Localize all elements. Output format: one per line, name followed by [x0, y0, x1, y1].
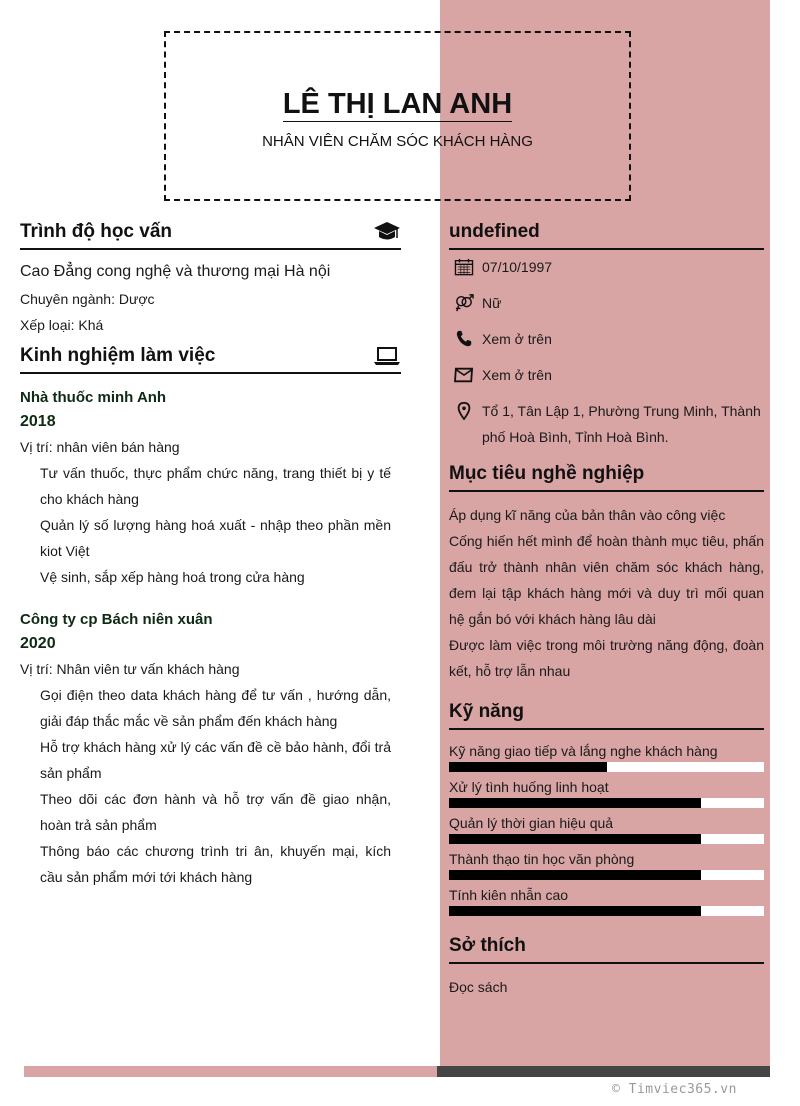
skill-bar-fill	[449, 870, 701, 880]
right-column	[449, 218, 764, 1000]
skill-item	[449, 740, 764, 772]
phone-row	[449, 326, 764, 362]
skill-item	[449, 776, 764, 808]
skill-bar	[449, 762, 764, 772]
gender-value: Nữ	[482, 295, 502, 311]
skill-bar	[449, 798, 764, 808]
skill-bar	[449, 834, 764, 844]
skill-bar-fill	[449, 762, 607, 772]
header-box	[164, 31, 631, 201]
gender-row	[449, 290, 764, 326]
job-year: 2018	[20, 413, 56, 430]
left-column	[20, 218, 401, 890]
hobby-item: Đọc sách	[449, 979, 508, 995]
job-task: Gọi điện theo data khách hàng để tư vấn , hướng dẫn, giải đáp thắc mắc về sản phẩm đến khách hàng	[40, 687, 391, 729]
job-task: Thông báo các chương trình tri ân, khuyến mại, kích cầu sản phẩm mới tới khách hàng	[40, 843, 391, 885]
address-value: Tổ 1, Tân Lập 1, Phường Trung Minh, Thành phố Hoà Bình, Tỉnh Hoà Bình.	[482, 403, 761, 445]
education-grade: Xếp loại: Khá	[20, 317, 104, 333]
footer-bar-left	[24, 1066, 437, 1077]
skill-name: Tính kiên nhẫn cao	[449, 887, 569, 903]
job-task: Quản lý số lượng hàng hoá xuất - nhập theo phần mền kiot Việt	[40, 517, 391, 559]
skill-name: Thành thạo tin học văn phòng	[449, 851, 635, 867]
skills-heading: Kỹ năng	[449, 698, 764, 730]
skill-name: Kỹ năng giao tiếp và lắng nghe khách hàng	[449, 743, 718, 759]
birthday-row	[449, 254, 764, 290]
skill-bar-fill	[449, 798, 701, 808]
skill-item	[449, 812, 764, 844]
job-task: Theo dõi các đơn hành và hỗ trợ vấn đề giao nhận, hoàn trả sản phẩm	[40, 791, 391, 833]
objective-line: Cống hiến hết mình để hoàn thành mục tiêu, phấn đấu trở thành nhân viên chăm sóc khách hàng, đem lại tập khách hàng mới và duy trì mối quan hệ gắn bó với khách hàng lâu dài	[449, 533, 764, 627]
hobbies-heading: Sở thích	[449, 932, 764, 964]
skill-bar-fill	[449, 834, 701, 844]
skill-name: Xử lý tình huống linh hoạt	[449, 779, 609, 795]
skill-bar	[449, 906, 764, 916]
experience-heading: Kinh nghiệm làm việc	[20, 342, 401, 374]
job-position: NHÂN VIÊN CHĂM SÓC KHÁCH HÀNG	[262, 133, 533, 150]
job-company: Công ty cp Bách niên xuân	[20, 611, 213, 628]
job-task: Vệ sinh, sắp xếp hàng hoá trong cửa hàng	[40, 569, 305, 585]
education-school: Cao Đẳng cong nghệ và thương mại Hà nội	[20, 263, 331, 280]
skill-bar	[449, 870, 764, 880]
email-icon	[453, 366, 475, 384]
job-role: Vị trí: Nhân viên tư vấn khách hàng	[20, 661, 240, 677]
laptop-icon	[373, 343, 401, 369]
job-role: Vị trí: nhân viên bán hàng	[20, 439, 180, 455]
info-heading: undefined	[449, 218, 764, 250]
job-entry	[20, 386, 401, 590]
phone-icon	[453, 330, 475, 348]
gender-icon	[453, 294, 475, 312]
objective-line: Áp dụng kĩ năng của bản thân vào công việc	[449, 507, 726, 523]
graduation-cap-icon	[373, 219, 401, 245]
job-task: Hỗ trợ khách hàng xử lý các vấn đề cề bảo hành, đổi trả sản phẩm	[40, 739, 391, 781]
skill-item	[449, 884, 764, 916]
birthday-value: 07/10/1997	[482, 259, 553, 275]
skill-item	[449, 848, 764, 880]
objective-heading: Mục tiêu nghề nghiệp	[449, 460, 764, 492]
location-pin-icon	[453, 402, 475, 420]
job-company: Nhà thuốc minh Anh	[20, 389, 167, 406]
email-value: Xem ở trên	[482, 367, 552, 383]
job-task: Tư vấn thuốc, thực phẩm chức năng, trang thiết bị y tế cho khách hàng	[40, 465, 391, 507]
education-heading: Trình độ học vấn	[20, 218, 401, 250]
calendar-icon	[453, 258, 475, 276]
email-row	[449, 362, 764, 398]
skill-name: Quản lý thời gian hiệu quả	[449, 815, 614, 831]
candidate-name: LÊ THỊ LAN ANH	[282, 88, 513, 120]
job-year: 2020	[20, 635, 56, 652]
skills-list	[449, 740, 764, 916]
job-entry	[20, 608, 401, 890]
objective-line: Được làm việc trong môi trường năng động, đoàn kết, hỗ trợ lẫn nhau	[449, 637, 764, 679]
watermark: © Timviec365.vn	[612, 1082, 737, 1097]
skill-bar-fill	[449, 906, 701, 916]
phone-value: Xem ở trên	[482, 331, 552, 347]
education-major: Chuyên ngành: Dược	[20, 291, 155, 307]
footer-bar-right	[437, 1066, 770, 1077]
address-row	[449, 398, 764, 454]
